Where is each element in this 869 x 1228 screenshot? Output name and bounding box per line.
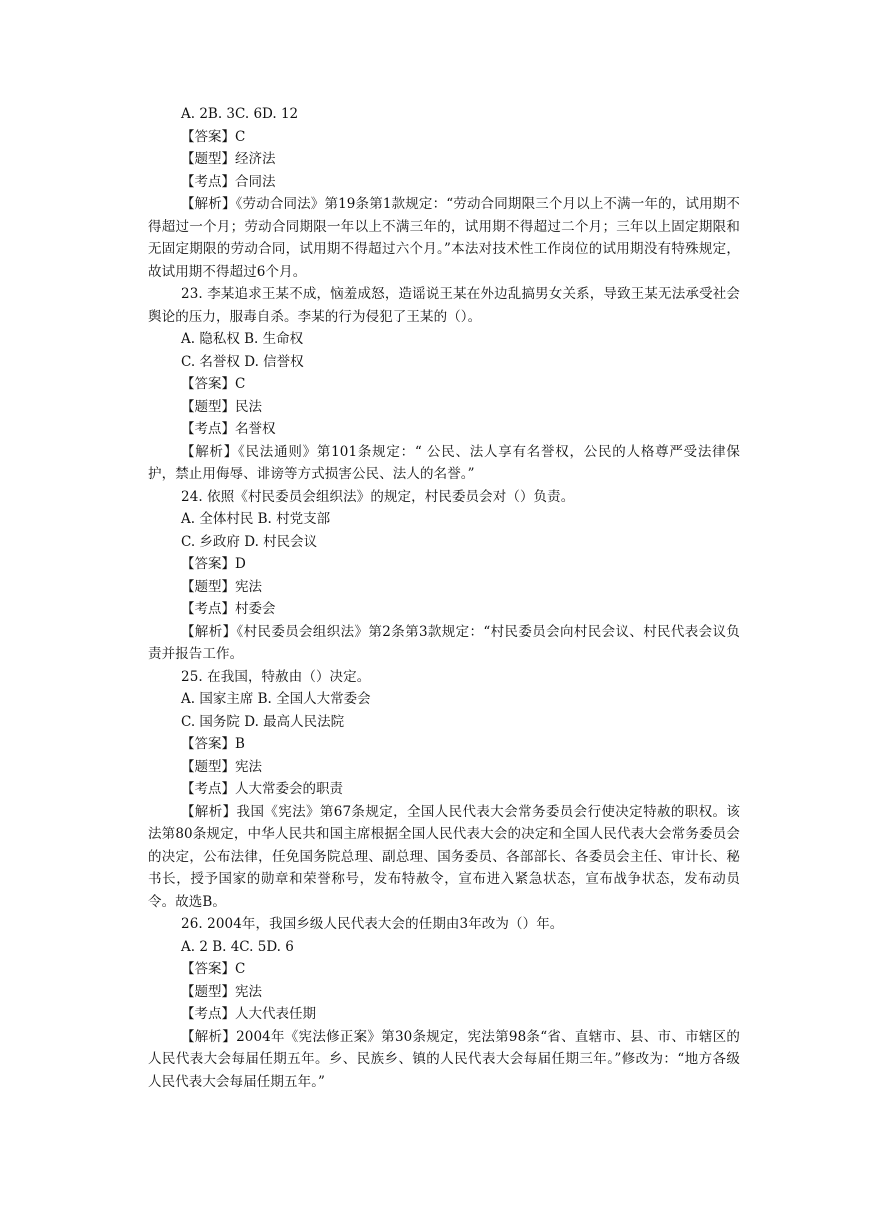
answer-options: A. 2 B. 4C. 5D. 6	[181, 938, 294, 955]
paragraph: 【解析】《村民委员会组织法》第2条第3款规定：“村民委员会向村民会议、村民代表会议负责并报告工作。	[148, 623, 740, 662]
paragraph: 【解析】我国《宪法》第67条规定，全国人民代表大会常务委员会行使决定特赦的职权。该法第80条规定，中华人民共和国主席根据全国人民代表大会的决定和全国人民代表大会常务委员会的决定，公布法律，任免国务院总理、副总理、国务委员、各部部长、各委员会主任、审计长、秘书长，授予国家的勋章和荣誉称号，发布特赦令，宣布进入紧急状态，宣布战争状态，发布动员令。故选B。	[148, 803, 740, 910]
meta-line: 【题型】民法	[181, 398, 262, 415]
meta-line: 【考点】人大代表任期	[181, 1006, 316, 1022]
meta-line: 【题型】宪法	[181, 578, 262, 595]
meta-line: 【题型】宪法	[181, 758, 262, 775]
meta-line: 【答案】B	[181, 736, 245, 752]
paragraph: 【解析】《民法通则》第101条规定：“ 公民、法人享有名誉权，公民的人格尊严受法律保护，禁止用侮辱、诽谤等方式损害公民、法人的名誉。”	[148, 443, 740, 482]
paragraph: 【解析】2004年《宪法修正案》第30条规定，宪法第98条“省、直辖市、县、市、市辖区的人民代表大会每届任期五年。乡、民族乡、镇的人民代表大会每届任期三年。”修改为：“地方各级人民代表大会每届任期五年。”	[148, 1028, 740, 1090]
meta-line: 【答案】C	[181, 128, 246, 145]
meta-line: 【答案】C	[181, 376, 246, 392]
answer-options: A. 2B. 3C. 6D. 12	[181, 106, 299, 122]
paragraph: 25. 在我国，特赦由（）决定。	[181, 668, 371, 685]
meta-line: 【答案】D	[181, 556, 246, 572]
paragraph: 26. 2004年，我国乡级人民代表大会的任期由3年改为（）年。	[181, 916, 564, 932]
meta-line: 【考点】合同法	[181, 173, 276, 190]
answer-options: C. 国务院 D. 最高人民法院	[181, 713, 345, 730]
paragraph: 24. 依照《村民委员会组织法》的规定，村民委员会对（）负责。	[181, 488, 575, 505]
meta-line: 【考点】名誉权	[181, 421, 276, 437]
meta-line: 【考点】村委会	[181, 601, 276, 617]
document-body	[148, 103, 740, 1093]
meta-line: 【题型】宪法	[181, 983, 262, 1000]
answer-options: C. 名誉权 D. 信誉权	[181, 353, 304, 370]
paragraph: 23. 李某追求王某不成，恼羞成怒，造谣说王某在外边乱搞男女关系，导致王某无法承受社会舆论的压力，服毒自杀。李某的行为侵犯了王某的（）。	[148, 286, 740, 325]
answer-options: C. 乡政府 D. 村民会议	[181, 533, 318, 550]
meta-line: 【考点】人大常委会的职责	[181, 781, 343, 797]
meta-line: 【题型】经济法	[181, 151, 276, 167]
meta-line: 【答案】C	[181, 961, 246, 977]
answer-options: A. 国家主席 B. 全国人大常委会	[181, 691, 371, 707]
paragraph: 【解析】《劳动合同法》第19条第1款规定：“劳动合同期限三个月以上不满一年的，试用期不得超过一个月；劳动合同期限一年以上不满三年的，试用期不得超过二个月；三年以上固定期限和无固定期限的劳动合同，试用期不得超过六个月。”本法对技术性工作岗位的试用期没有特殊规定，故试用期不得超过6个月。	[148, 196, 740, 280]
answer-options: A. 全体村民 B. 村党支部	[181, 511, 331, 527]
answer-options: A. 隐私权 B. 生命权	[181, 331, 304, 347]
